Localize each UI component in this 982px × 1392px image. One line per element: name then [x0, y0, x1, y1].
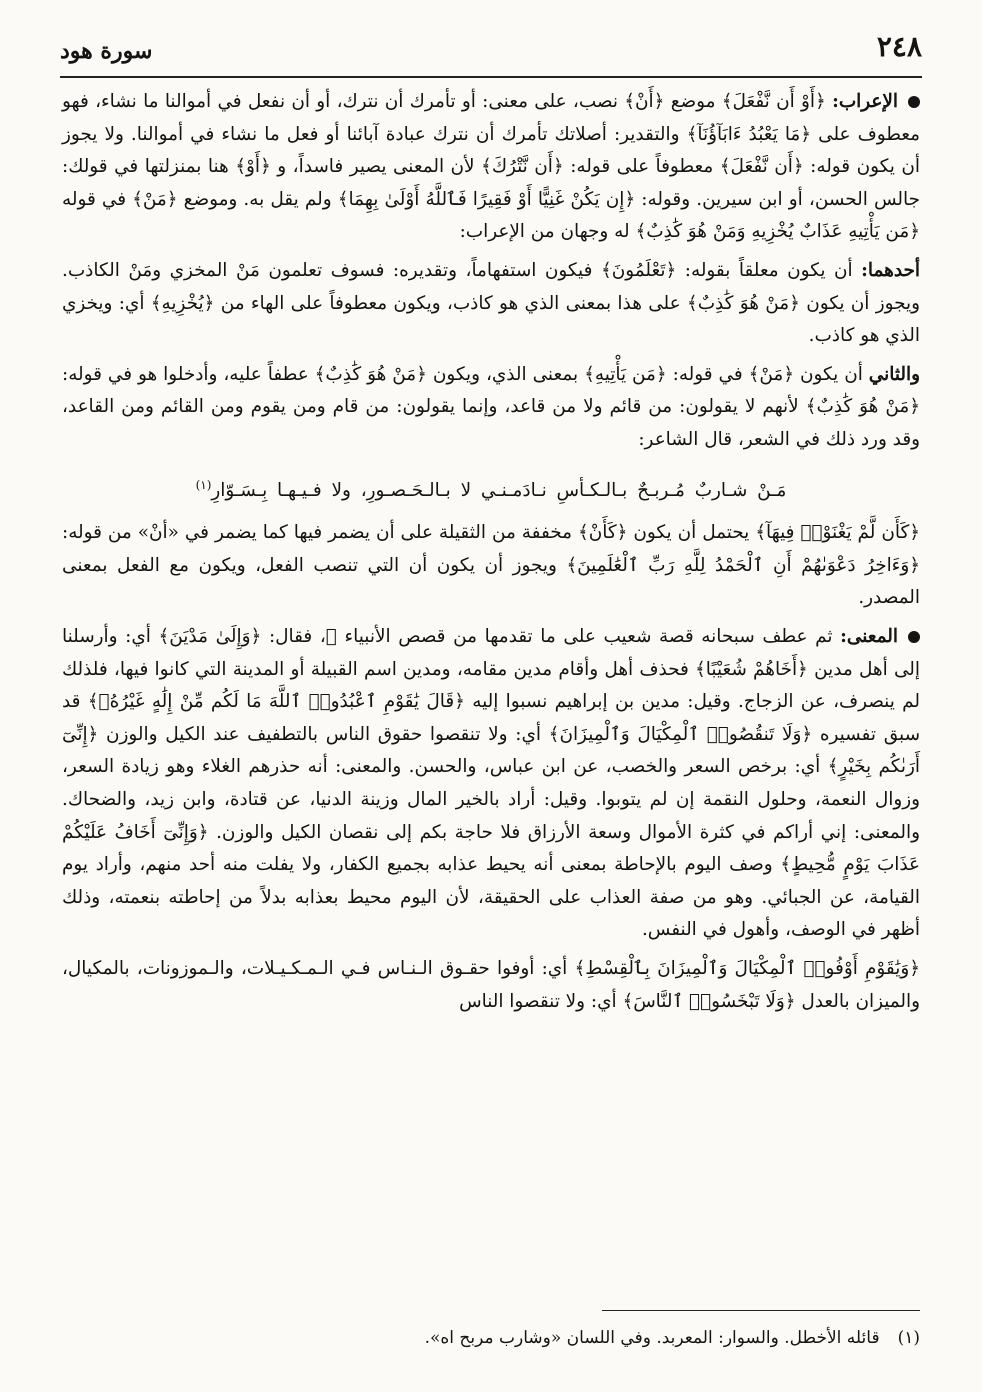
paragraph-text: ﴿كَأَن لَّمْ يَغْنَوْا۟ فِيهَآ﴾ يحتمل أن يكون ﴿كَأَنْ﴾ مخففة من الثقيلة على أن يضمر فيها كما يضمر في «أنْ» من قوله: ﴿وَءَاخِرُ دَعْوَىٰهُمْ أَنِ ٱلْحَمْدُ لِلَّهِ رَبِّ ٱلْعَٰلَمِينَ﴾ ويجوز أن يكون أن التي تنصب الفعل، ويكون مع الفعل بمعنى المصدر. [62, 522, 920, 609]
paragraph-second-aspect [62, 359, 920, 457]
paragraph-meaning [62, 621, 920, 947]
paragraph-text: ﴿وَيَٰقَوْمِ أَوْفُوا۟ ٱلْمِكْيَالَ وَٱلْمِيزَانَ بِٱلْقِسْطِ﴾ أي: أوفوا حقـوق الـنـاس فـي الـمـكـيـلات، والـموزونات، بالمكيال، والميزان بالعدل ﴿وَلَا تَبْخَسُوا۟ ٱلنَّاسَ﴾ أي: ولا تنقصوا الناس [62, 957, 920, 1012]
poetry-verse [62, 469, 920, 508]
page-body [62, 86, 920, 1018]
page-header [60, 30, 922, 74]
paragraph-kaan [62, 517, 920, 615]
paragraph-text: ﴿أَوْ أَن نَّفْعَلَ﴾ موضع ﴿أَنْ﴾ نصب، على معنى: أو تأمرك أن نترك، أو أن نفعل في أموالنا ما نشاء، فهو معطوف على ﴿مَا يَعْبُدُ ءَابَآؤُنَآ﴾ والتقدير: أصلاتك تأمرك أن نترك عبادة آبائنا أو فعل ما نشاء في أموالنا. ولا يجوز أن يكون قوله: ﴿أَن نَّفْعَلَ﴾ معطوفاً على قوله: ﴿أَن نَّتْرُكَ﴾ لأن المعنى يصير فاسداً، و ﴿أَوْ﴾ هنا بمنزلتها في قولك: جالس الحسن، أو ابن سيرين. وقوله: ﴿إِن يَكُنْ غَنِيًّا أَوْ فَقِيرًا فَٱللَّهُ أَوْلَىٰ بِهِمَا﴾ ولم يقل به. وموضع ﴿مَنْ﴾ في قوله ﴿مَن يَأْتِيهِ عَذَابٌ يُخْزِيهِ وَمَنْ هُوَ كَٰذِبٌ﴾ له وجهان من الإعراب: [62, 91, 920, 243]
paragraph-text: أن يكون معلقاً بقوله: ﴿تَعْلَمُونَ﴾ فيكون استفهاماً، وتقديره: فسوف تعلمون مَنْ المخزي ومَنْ الكاذب. ويجوز أن يكون ﴿مَنْ هُوَ كَٰذِبٌ﴾ على هذا بمعنى الذي هو كاذب، ويكون معطوفاً على الهاء من ﴿يُخْزِيهِ﴾ أي: ويخزي الذي هو كاذب. [62, 259, 920, 347]
bullet-icon [908, 631, 920, 643]
section-heading-meaning: المعنى: [840, 626, 898, 648]
footnote-number: (١) [897, 1328, 920, 1348]
footnote [62, 1324, 920, 1352]
paragraph-text: أن يكون ﴿مَنْ﴾ في قوله: ﴿مَن يَأْتِيهِ﴾ بمعنى الذي، ويكون ﴿مَنْ هُوَ كَٰذِبٌ﴾ عطفاً عليه، وأدخلوا هو في قوله: ﴿مَنْ هُوَ كَٰذِبٌ﴾ لأنهم لا يقولون: من قائم ولا من قاعد، وإنما يقولون: من قام ومن يقوم ومن القائم ومن القاعد، وقد ورد ذلك في الشعر، قال الشاعر: [62, 363, 920, 450]
verse-text: مَـنْ شـاربٌ مُـربـحٌ بـالـكـأسِ نـادَمـنـي لا بـالـحَـصـورِ، ولا فـيـهـا بِـسَـوّارِ [211, 479, 787, 501]
paragraph-first-aspect [62, 255, 920, 353]
paragraph-awfu [62, 953, 920, 1018]
footnote-text: قائله الأخطل. والسوار: المعربد. وفي اللسان «وشارب مربح اه». [424, 1328, 880, 1348]
section-heading-first: أحدهما: [861, 259, 920, 281]
header-divider [60, 76, 922, 78]
paragraph-iraab [62, 86, 920, 249]
section-heading-second: والثاني [868, 363, 920, 385]
surah-title: سورة هود [60, 38, 153, 64]
section-heading-iraab: الإعراب: [832, 91, 898, 112]
bullet-icon [908, 96, 920, 108]
footnote-reference: (١) [195, 477, 212, 492]
paragraph-text: ثم عطف سبحانه قصة شعيب على ما تقدمها من قصص الأنبياء ﷺ، فقال: ﴿وَإِلَىٰ مَدْيَنَ﴾ أي: وأرسلنا إلى أهل مدين ﴿أَخَاهُمْ شُعَيْبًا﴾ فحذف أهل وأقام مدين مقامه، ومدين اسم القبيلة أو المدينة التي كانوا فيها، فلذلك لم ينصرف، عن الزجاج. وقيل: مدين بن إبراهيم نسبوا إليه ﴿قَالَ يَٰقَوْمِ ٱعْبُدُوا۟ ٱللَّهَ مَا لَكُم مِّنْ إِلَٰهٍ غَيْرُهُۥ﴾ قد سبق تفسيره ﴿وَلَا تَنقُصُوا۟ ٱلْمِكْيَالَ وَٱلْمِيزَانَ﴾ أي: ولا تنقصوا حقوق الناس بالتطفيف عند الكيل والوزن ﴿إِنِّىٓ أَرَىٰكُم بِخَيْرٍ﴾ أي: برخص السعر والخصب، عن ابن عباس، والحسن. والمعنى: أنه حذرهم الغلاء وهو زيادة السعر، وزوال النعمة، وحلول النقمة إن لم يتوبوا. وقيل: أراد بالخير المال وزينة الدنيا، عن قتادة، وابن زيد، والضحاك. والمعنى: إني أراكم في كثرة الأموال وسعة الأرزاق فلا حاجة بكم إلى نقصان الكيل والوزن. ﴿وَإِنِّىٓ أَخَافُ عَلَيْكُمْ عَذَابَ يَوْمٍ مُّحِيطٍ﴾ وصف اليوم بالإحاطة بمعنى أنه يحيط عذابه بجميع الكفار، ولا يفلت منه أحد منهم، وأراد يوم القيامة، عن الجبائي. وهو من صفة العذاب على الحقيقة، لأن اليوم محيط بعذابه بدلاً من إحاطته بنعمته، وذلك أظهر في الوصف، وأهول في النفس. [62, 626, 920, 941]
page-number: ٢٤٨ [876, 30, 922, 63]
footnote-divider [602, 1310, 920, 1311]
